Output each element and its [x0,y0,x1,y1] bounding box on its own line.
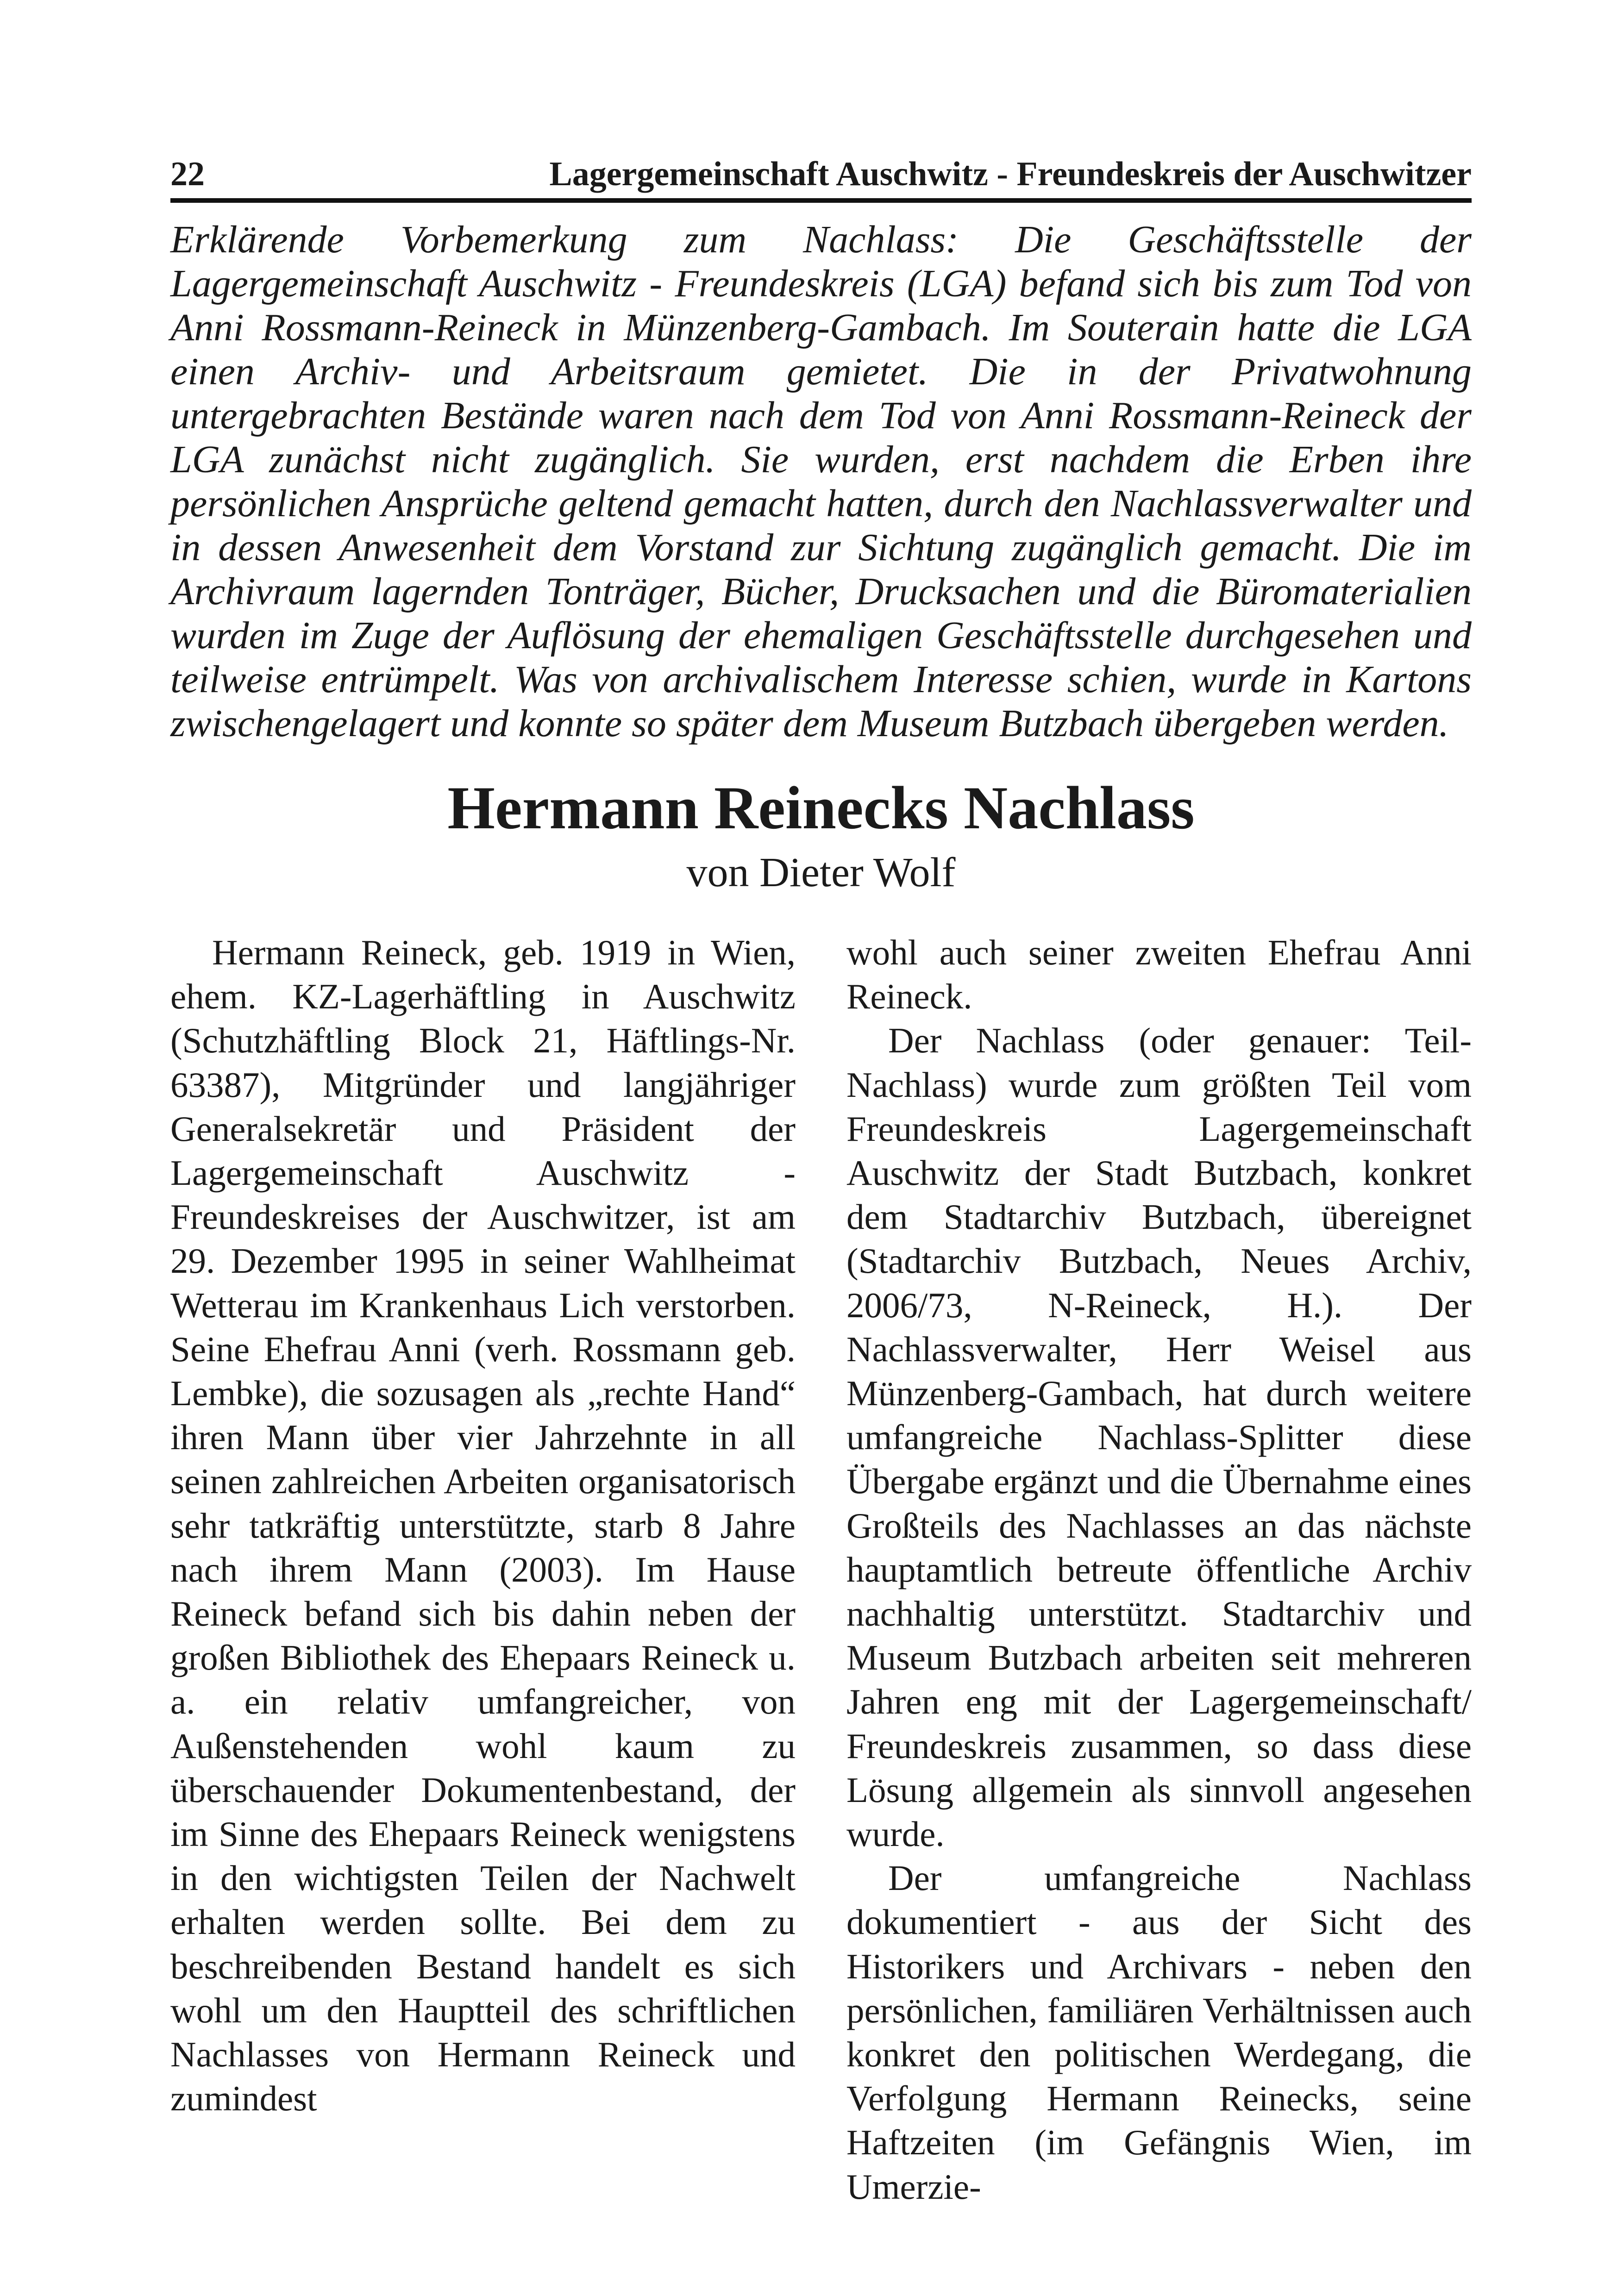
right-column [846,931,1472,2209]
preface-note: Erklärende Vorbemerkung zum Nachlass: Die Geschäftsstelle der Lagergemeinschaft Auschwitz - Freundeskreis (LGA) befand sich bis zum Tod von Anni Rossmann-Reineck in Münzenberg-Gambach. Im Souterain hatte die LGA einen Archiv- und Arbeitsraum gemietet. Die in der Privatwohnung untergebrachten Bestände waren nach dem Tod von Anni Rossmann-Reineck der LGA zunächst nicht zugänglich. Sie wurden, erst nachdem die Erben ihre persönlichen Ansprüche geltend gemacht hatten, durch den Nachlassverwalter und in dessen Anwesenheit dem Vorstand zur Sichtung zugänglich gemacht. Die im Archivraum lagernden Tonträger, Bücher, Drucksachen und die Büromaterialien wurden im Zuge der Auflösung der ehemaligen Geschäftsstelle durchgesehen und teilweise entrümpelt. Was von archivalischem Interesse schien, wurde in Kartons zwischengelagert und konnte so später dem Museum Butzbach übergeben werden. [170,218,1472,745]
running-header [170,147,1472,203]
right-paragraph-1: wohl auch seiner zweiten Ehefrau Anni Reineck. [846,932,1472,1017]
running-header-title: Lagergemeinschaft Auschwitz - Freundeskreis der Auschwitzer [549,155,1472,193]
left-paragraph-1: Hermann Reineck, geb. 1919 in Wien, ehem. KZ-Lagerhäftling in Auschwitz (Schutzhäftling Block 21, Häftlings-Nr. 63387), Mitgründer und langjähriger Generalsekretär und Präsident der Lagergemeinschaft Auschwitz - Freundeskreises der Auschwitzer, ist am 29. Dezember 1995 in seiner Wahlheimat Wetterau im Krankenhaus Lich verstorben. Seine Ehefrau Anni (verh. Rossmann geb. Lembke), die sozusagen als „rechte Hand“ ihren Mann über vier Jahrzehnte in all seinen zahlreichen Arbeiten organisatorisch sehr tatkräftig unterstützte, starb 8 Jahre nach ihrem Mann (2003). Im Hause Reineck befand sich bis dahin neben der großen Bibliothek des Ehepaars Reineck u. a. ein relativ umfangreicher, von Außenstehenden wohl kaum zu überschauender Dokumentenbestand, der im Sinne des Ehepaars Reineck wenigstens in den wichtigsten Teilen der Nachwelt erhalten werden sollte. Bei dem zu beschreibenden Bestand handelt es sich wohl um den Hauptteil des schriftlichen Nachlasses von Hermann Reineck und zumindest [170,932,796,2119]
article-byline: von Dieter Wolf [686,850,956,895]
right-paragraph-2: Der Nachlass (oder genauer: Teil-Nachlass) wurde zum größten Teil vom Freundeskreis Lagergemeinschaft Auschwitz der Stadt Butzbach, konkret dem Stadtarchiv Butzbach, übereignet (Stadtarchiv Butzbach, Neues Archiv, 2006/73, N-Reineck, H.). Der Nachlassverwalter, Herr Weisel aus Münzenberg-Gambach, hat durch weitere umfangreiche Nachlass-Splitter diese Übergabe ergänzt und die Übernahme eines Großteils des Nachlasses an das nächste hauptamtlich betreute öffentliche Archiv nachhaltig unterstützt. Stadtarchiv und Museum Butzbach arbeiten seit mehreren Jahren eng mit der Lagergemeinschaft/ Freundeskreis zusammen, so dass diese Lösung allgemein als sinnvoll angesehen wurde. [846,1020,1472,1854]
left-column [170,931,796,2121]
right-paragraph-3: Der umfangreiche Nachlass dokumentiert - aus der Sicht des Historikers und Archivars - neben den persönlichen, familiären Verhältnissen auch konkret den politischen Werdegang, die Verfolgung Hermann Reinecks, seine Haftzeiten (im Gefängnis Wien, im Umerzie- [846,1858,1472,2207]
page-number: 22 [170,155,205,193]
article-title: Hermann Reinecks Nachlass [447,774,1195,842]
